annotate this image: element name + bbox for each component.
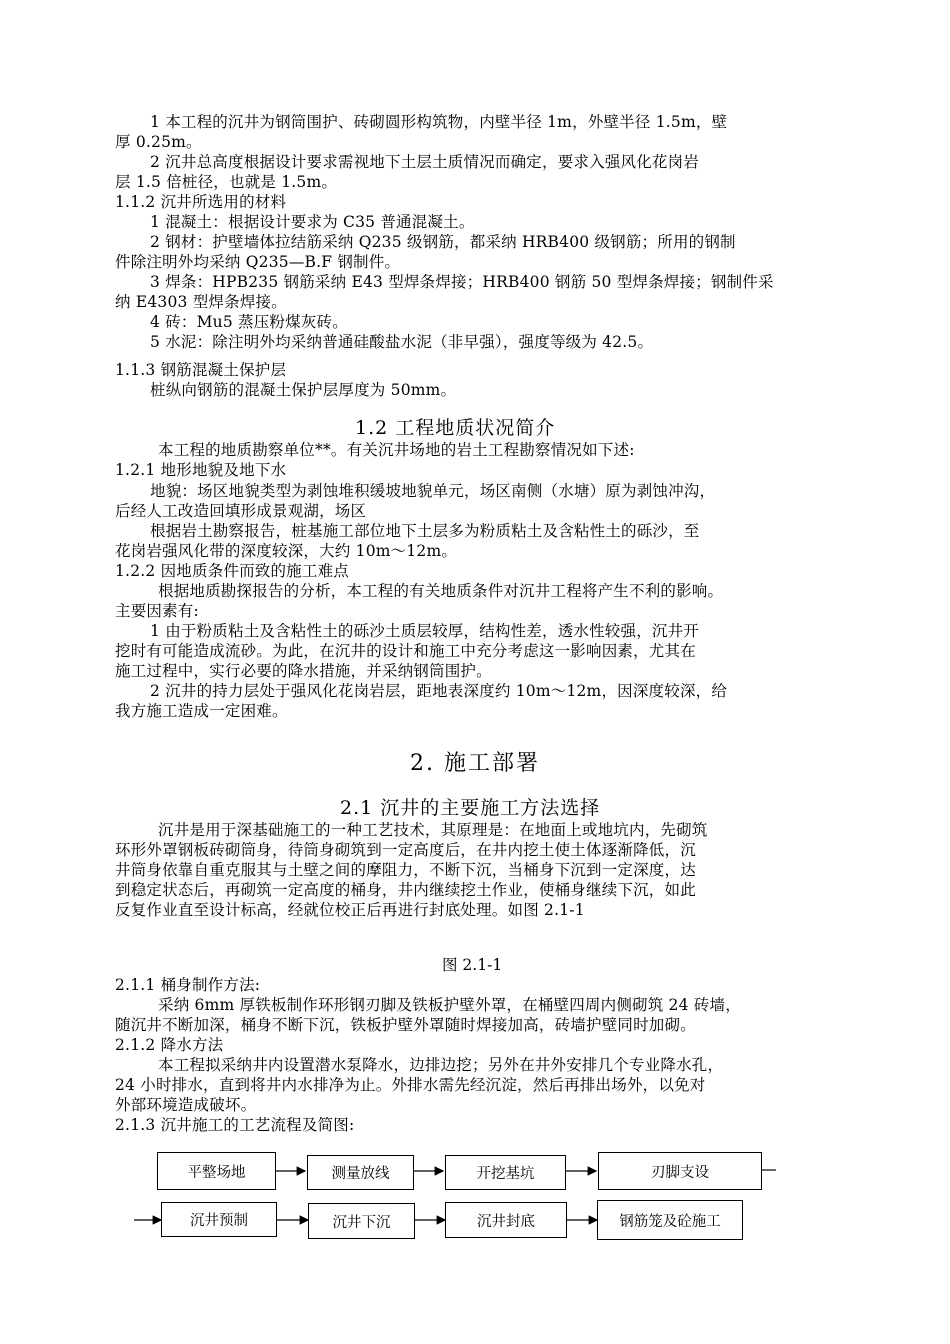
body-line: 桩纵向钢筋的混凝土保护层厚度为 50mm。 bbox=[150, 381, 457, 399]
body-line: 环形外罩钢板砖砌筒身，待筒身砌筑到一定高度后，在井内挖土使土体逐渐降低，沉 bbox=[115, 841, 696, 859]
body-line: 1 由于粉质粘土及含粘性土的砾沙土质层较厚，结构性差，透水性较强，沉井开 bbox=[150, 622, 699, 640]
body-line: 2 沉井的持力层处于强风化花岗岩层，距地表深度约 10m～12m，因深度较深，给 bbox=[150, 682, 728, 700]
flow-step-2 bbox=[307, 1155, 414, 1190]
body-line: 我方施工造成一定困难。 bbox=[115, 702, 288, 720]
section-heading-2-1-2: 2.1.2 降水方法 bbox=[115, 1036, 224, 1054]
section-heading-1-2-1: 1.2.1 地形地貌及地下水 bbox=[115, 461, 287, 479]
intro-line: 2 沉井总高度根据设计要求需视地下土层土质情况而确定，要求入强风化花岗岩 bbox=[150, 153, 699, 171]
material-item: 5 水泥：除注明外均采纳普通硅酸盐水泥（非早强），强度等级为 42.5。 bbox=[150, 333, 654, 351]
material-item: 3 焊条：HPB235 钢筋采纳 E43 型焊条焊接；HRB400 钢筋 50 型焊条焊接；钢制件采 bbox=[150, 273, 774, 291]
flow-step-label: 钢筋笼及砼施工 bbox=[619, 1213, 721, 1230]
body-line: 本工程的地质勘察单位**。有关沉井场地的岩土工程勘察情况如下述: bbox=[158, 441, 635, 459]
flow-step-8 bbox=[597, 1200, 743, 1240]
section-heading-2-1-1: 2.1.1 桶身制作方法: bbox=[115, 976, 261, 994]
intro-line: 1 本工程的沉井为钢筒围护、砖砌圆形构筑物，内壁半径 1m，外壁半径 1.5m，壁 bbox=[150, 113, 728, 131]
figure-caption: 图 2.1-1 bbox=[442, 956, 503, 974]
section-heading-1-1-2: 1.1.2 沉井所选用的材料 bbox=[115, 193, 287, 211]
flow-step-label: 沉井封底 bbox=[477, 1213, 535, 1230]
body-line: 采纳 6mm 厚铁板制作环形钢刃脚及铁板护壁外罩，在桶壁四周内侧砌筑 24 砖墙， bbox=[158, 996, 741, 1014]
body-line: 主要因素有: bbox=[115, 602, 199, 620]
flow-step-label: 测量放线 bbox=[331, 1166, 390, 1182]
body-line: 根据地质勘探报告的分析，本工程的有关地质条件对沉井工程将产生不利的影响。 bbox=[158, 582, 724, 600]
material-item: 件除注明外均采纳 Q235—B.F 钢制件。 bbox=[115, 253, 401, 271]
intro-line: 层 1.5 倍桩径，也就是 1.5m。 bbox=[115, 173, 338, 191]
intro-line: 厚 0.25m。 bbox=[115, 133, 202, 151]
flow-step-label: 刃脚支设 bbox=[651, 1164, 709, 1181]
flow-step-5 bbox=[161, 1202, 277, 1237]
body-line: 反复作业直至设计标高，经就位校正后再进行封底处理。如图 2.1-1 bbox=[115, 901, 585, 919]
flow-step-label: 沉井下沉 bbox=[332, 1214, 391, 1231]
section-title-1-2: 1.2 工程地质状况简介 bbox=[355, 417, 556, 439]
body-line: 井筒身依靠自重克服其与土壁之间的摩阻力，不断下沉，当桶身下沉到一定深度，达 bbox=[115, 861, 696, 879]
body-line: 本工程拟采纳井内设置潜水泵降水，边排边挖；另外在井外安排几个专业降水孔， bbox=[158, 1056, 724, 1074]
section-heading-1-2-2: 1.2.2 因地质条件而致的施工难点 bbox=[115, 562, 349, 580]
body-line: 根据岩土勘察报告，桩基施工部位地下土层多为粉质粘土及含粘性土的砾沙，至 bbox=[150, 522, 700, 540]
section-title-2-1: 2.1 沉井的主要施工方法选择 bbox=[340, 797, 601, 819]
flow-step-3 bbox=[445, 1155, 566, 1190]
chapter-title-2: 2. 施工部署 bbox=[410, 751, 540, 776]
material-item: 纳 E4303 型焊条焊接。 bbox=[115, 293, 287, 311]
material-item: 1 混凝土：根据设计要求为 C35 普通混凝土。 bbox=[150, 213, 475, 231]
flow-step-label: 开挖基坑 bbox=[476, 1166, 535, 1182]
flow-step-4 bbox=[598, 1152, 762, 1190]
flow-step-label: 平整场地 bbox=[187, 1164, 246, 1181]
section-heading-1-1-3: 1.1.3 钢筋混凝土保护层 bbox=[115, 361, 287, 379]
body-line: 24 小时排水，直到将井内水排净为止。外排水需先经沉淀，然后再排出场外，以免对 bbox=[115, 1076, 706, 1094]
body-line: 挖时有可能造成流砂。为此，在沉井的设计和施工中充分考虑这一影响因素，尤其在 bbox=[115, 642, 696, 660]
body-line: 花岗岩强风化带的深度较深，大约 10m～12m。 bbox=[115, 542, 458, 560]
body-line: 地貌：场区地貌类型为剥蚀堆积缓坡地貌单元，场区南侧（水塘）原为剥蚀冲沟， bbox=[150, 482, 716, 500]
body-line: 随沉井不断加深，桶身不断下沉，铁板护壁外罩随时焊接加高，砖墙护壁同时加砌。 bbox=[115, 1016, 696, 1034]
flow-step-7 bbox=[445, 1202, 567, 1238]
flow-step-label: 沉井预制 bbox=[190, 1213, 248, 1229]
section-heading-2-1-3: 2.1.3 沉井施工的工艺流程及简图: bbox=[115, 1116, 355, 1134]
body-line: 后经人工改造回填形成景观湖，场区 bbox=[115, 502, 367, 520]
body-line: 到稳定状态后，再砌筑一定高度的桶身，井内继续挖土作业，使桶身继续下沉，如此 bbox=[115, 881, 696, 899]
material-item: 2 钢材：护壁墙体拉结筋采纳 Q235 级钢筋，都采纳 HRB400 级钢筋；所用的钢制 bbox=[150, 233, 736, 251]
body-line: 外部环境造成破坏。 bbox=[115, 1096, 257, 1114]
flow-step-1 bbox=[157, 1152, 276, 1190]
flow-step-6 bbox=[308, 1203, 415, 1239]
material-item: 4 砖：Mu5 蒸压粉煤灰砖。 bbox=[150, 313, 348, 331]
body-line: 沉井是用于深基础施工的一种工艺技术，其原理是：在地面上或地坑内，先砌筑 bbox=[158, 821, 708, 839]
body-line: 施工过程中，实行必要的降水措施，并采纳钢筒围护。 bbox=[115, 662, 492, 680]
